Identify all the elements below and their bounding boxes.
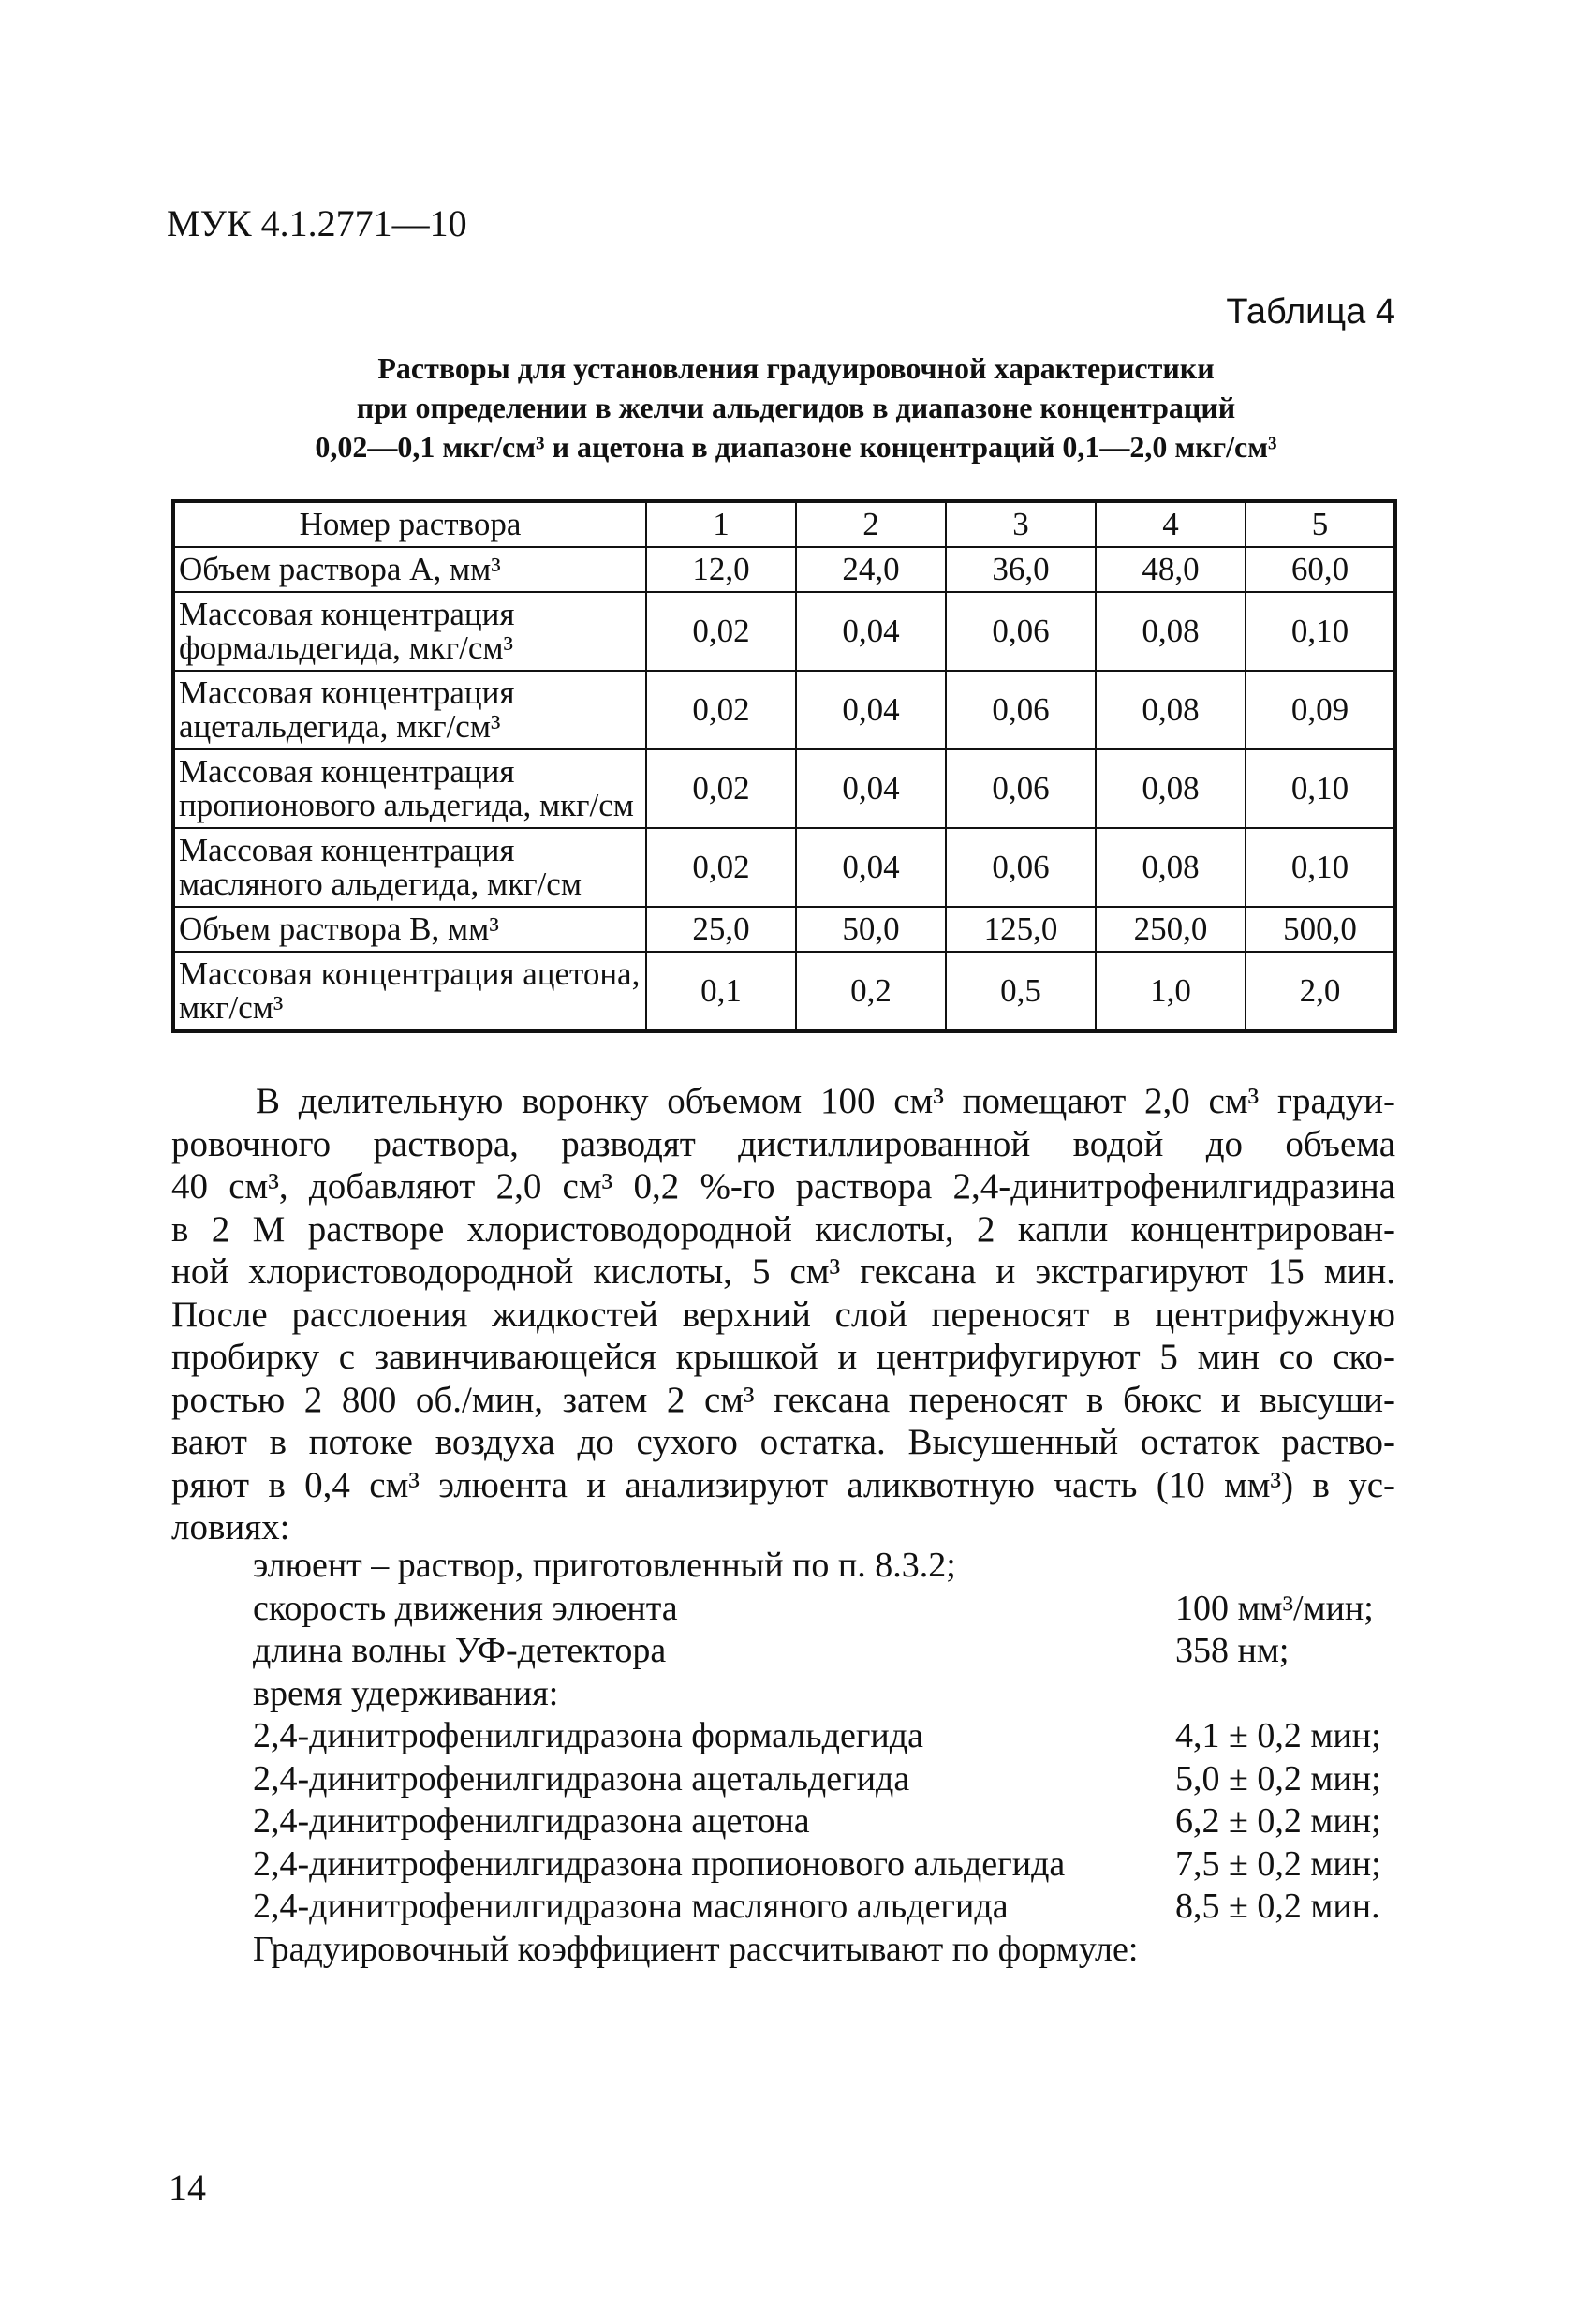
table-cell: 0,02 [646,592,796,671]
condition-row [253,1758,1400,1801]
analysis-conditions [253,1545,1400,1971]
table-cell: 0,5 [946,952,1096,1031]
table-cell: 0,10 [1246,828,1395,907]
paragraph-line: пробирку с завинчивающейся крышкой и центрифугируют 5 мин со ско- [171,1337,1395,1377]
condition-row [253,1843,1400,1887]
table-cell: 0,10 [1246,749,1395,828]
table-cell: 0,02 [646,828,796,907]
table-row [173,952,1395,1031]
table-cell: 0,08 [1096,671,1246,749]
row-label: Массовая концентрация формальдегида, мкг/см³ [173,592,646,671]
condition-row [253,1800,1400,1843]
table-cell: 48,0 [1096,547,1246,592]
paragraph-line: 40 см³, добавляют 2,0 см³ 0,2 %-го раствора 2,4-динитрофенилгидразина [171,1166,1395,1206]
table-cell: 0,02 [646,671,796,749]
row-label: Массовая концентрация пропионового альдегида, мкг/см [173,749,646,828]
table-row [173,592,1395,671]
condition-row [253,1715,1400,1758]
header-cell: 5 [1246,501,1395,547]
condition-label: время удерживания: [253,1673,559,1713]
caption-line: 0,02—0,1 мкг/см³ и ацетона в диапазоне концентраций 0,1—2,0 мкг/см³ [315,430,1277,464]
condition-row [253,1630,1400,1673]
table-cell: 0,04 [796,671,946,749]
caption-line: при определении в желчи альдегидов в диапазоне концентраций [356,391,1236,424]
condition-value: 6,2 ± 0,2 мин; [1175,1801,1381,1841]
body-paragraph [171,1080,1395,1549]
paragraph-line: ной хлористоводородной кислоты, 5 см³ гексана и экстрагируют 15 мин. [171,1251,1395,1292]
condition-label: элюент – раствор, приготовленный по п. 8.3.2; [253,1546,956,1585]
table-cell: 0,09 [1246,671,1395,749]
condition-label: скорость движения элюента [253,1588,678,1628]
condition-label: 2,4-динитрофенилгидразона пропионового альдегида [253,1843,1066,1884]
paragraph-line: ловиях: [171,1507,290,1547]
table-cell: 60,0 [1246,547,1395,592]
table-cell: 0,08 [1096,749,1246,828]
table-cell: 0,06 [946,671,1096,749]
row-label: Массовая концентрация масляного альдегида, мкг/см [173,828,646,907]
condition-value: 8,5 ± 0,2 мин. [1175,1887,1380,1926]
header-cell: 4 [1096,501,1246,547]
condition-value: 7,5 ± 0,2 мин; [1175,1843,1381,1884]
row-label: Объем раствора В, мм³ [173,907,646,952]
document-code: МУК 4.1.2771—10 [167,202,467,244]
header-cell: 2 [796,501,946,547]
table-row [173,547,1395,592]
paragraph-line: ровочного раствора, разводят дистиллированной водой до объема [171,1123,1395,1164]
paragraph-line: ростью 2 800 об./мин, затем 2 см³ гексана переносят в бюкс и высуши- [171,1379,1395,1420]
header-cell: 3 [946,501,1096,547]
condition-label: длина волны УФ-детектора [253,1631,667,1670]
row-label: Массовая концентрация ацетальдегида, мкг/см³ [173,671,646,749]
table-cell: 36,0 [946,547,1096,592]
table-row [173,749,1395,828]
table-cell: 0,2 [796,952,946,1031]
row-label: Объем раствора А, мм³ [173,547,646,592]
table-cell: 24,0 [796,547,946,592]
paragraph-line: После расслоения жидкостей верхний слой переносят в центрифужную [171,1294,1395,1335]
table-cell: 50,0 [796,907,946,952]
paragraph-line: ряют в 0,4 см³ элюента и анализируют аликвотную часть (10 мм³) в ус- [171,1464,1395,1505]
table-cell: 500,0 [1246,907,1395,952]
table-label: Таблица 4 [1226,292,1395,332]
condition-label: Градуировочный коэффициент рассчитывают по формуле: [253,1929,1139,1969]
table-cell: 12,0 [646,547,796,592]
table-cell: 0,06 [946,592,1096,671]
calibration-solutions-table [171,499,1397,1033]
table-row [173,828,1395,907]
table-row [173,671,1395,749]
table-cell: 0,08 [1096,592,1246,671]
table-cell: 0,06 [946,749,1096,828]
table-cell: 0,10 [1246,592,1395,671]
condition-value: 4,1 ± 0,2 мин; [1175,1716,1381,1755]
condition-label: 2,4-динитрофенилгидразона масляного альдегида [253,1887,1009,1926]
paragraph-line: В делительную воронку объемом 100 см³ помещают 2,0 см³ градуи- [256,1081,1395,1121]
table-cell: 0,04 [796,749,946,828]
table-cell: 0,06 [946,828,1096,907]
table-cell: 125,0 [946,907,1096,952]
condition-row [253,1886,1400,1929]
condition-row [253,1673,1400,1716]
row-label: Массовая концентрация ацетона, мкг/см³ [173,952,646,1031]
condition-value: 100 мм³/мин; [1175,1588,1374,1628]
table-cell: 0,04 [796,828,946,907]
condition-row [253,1929,1400,1972]
condition-label: 2,4-динитрофенилгидразона ацетальдегида [253,1758,910,1799]
condition-value: 358 нм; [1175,1631,1290,1670]
table-cell: 25,0 [646,907,796,952]
table-cell: 0,1 [646,952,796,1031]
paragraph-line: вают в потоке воздуха до сухого остатка. Высушенный остаток раство- [171,1422,1395,1462]
table-cell: 0,04 [796,592,946,671]
header-cell: Номер раствора [173,501,646,547]
condition-row [253,1545,1400,1588]
table-header-row [173,501,1395,547]
paragraph-line: в 2 М растворе хлористоводородной кислоты, 2 капли концентрирован- [171,1208,1395,1250]
condition-label: 2,4-динитрофенилгидразона ацетона [253,1801,810,1841]
condition-value: 5,0 ± 0,2 мин; [1175,1758,1381,1799]
table-cell: 250,0 [1096,907,1246,952]
table-cell: 1,0 [1096,952,1246,1031]
table-cell: 0,02 [646,749,796,828]
table-row [173,907,1395,952]
table-cell: 0,08 [1096,828,1246,907]
caption-line: Растворы для установления градуировочной характеристики [377,351,1215,385]
header-cell: 1 [646,501,796,547]
condition-label: 2,4-динитрофенилгидразона формальдегида [253,1716,923,1755]
page-number: 14 [169,2167,206,2209]
table-cell: 2,0 [1246,952,1395,1031]
condition-row [253,1588,1400,1631]
table-caption [187,348,1405,466]
